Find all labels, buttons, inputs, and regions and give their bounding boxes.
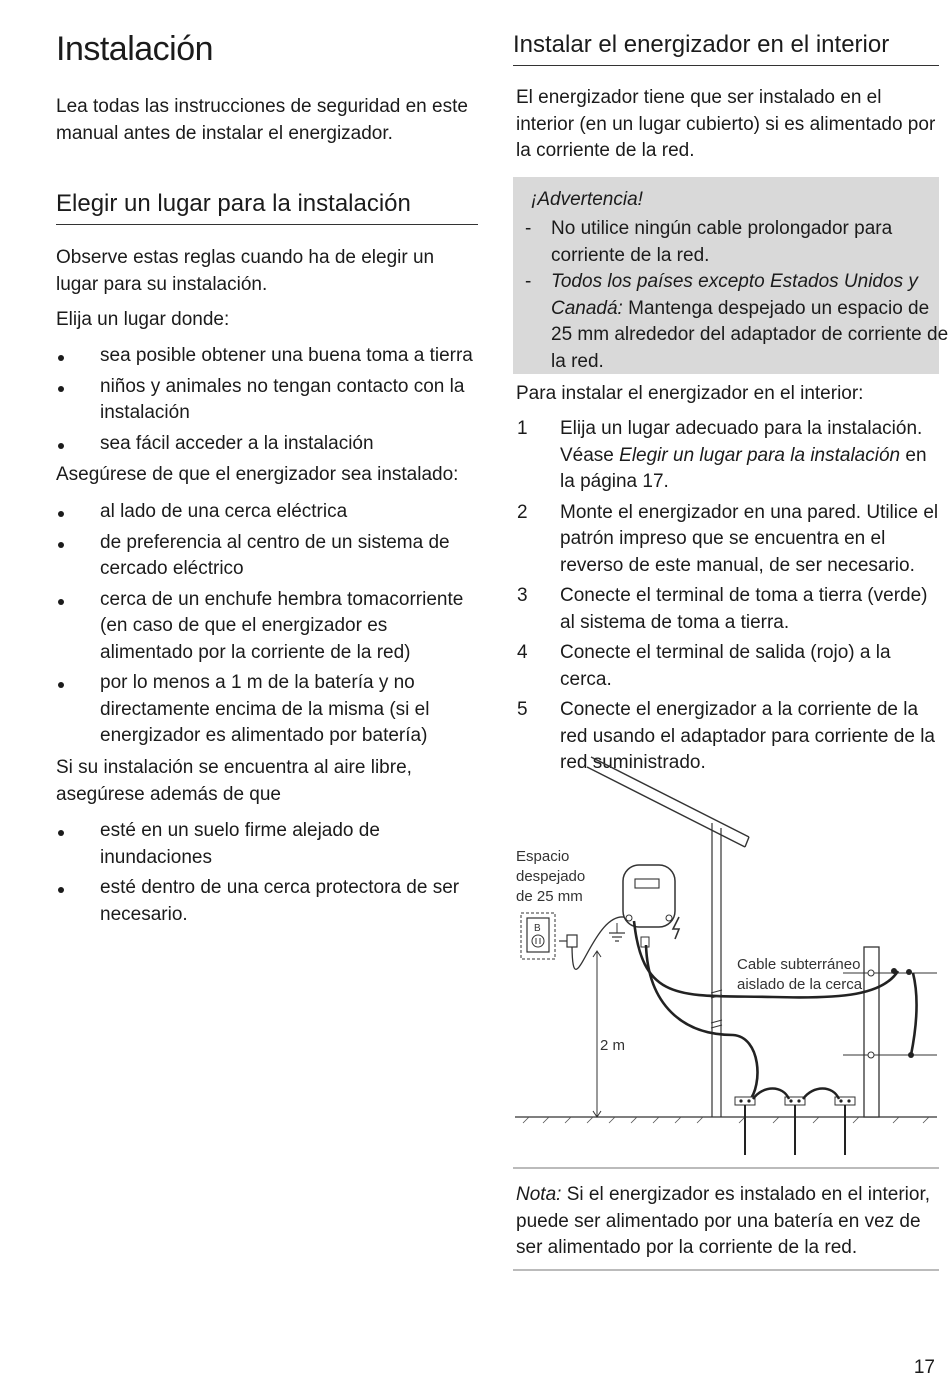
power-adapter-icon — [559, 935, 577, 947]
bullet-icon — [58, 830, 64, 836]
cable-label-1: Cable subterráneo — [737, 956, 861, 973]
svg-text:B: B — [534, 923, 541, 934]
list-item: sea fácil acceder a la instalación — [56, 431, 476, 458]
lightning-icon — [673, 917, 679, 939]
section-heading-location: Elegir un lugar para la instalación — [56, 190, 478, 225]
bullet-icon — [58, 542, 64, 548]
bullet-icon — [58, 682, 64, 688]
bullet-icon — [58, 443, 64, 449]
warning-box — [513, 177, 949, 374]
page-number: 17 — [913, 1357, 935, 1378]
bullet-icon — [58, 511, 64, 517]
building-post-icon — [712, 823, 721, 1117]
outdoor-intro: Si su instalación se encuentra al aire libre, asegúrese además de que — [56, 757, 412, 805]
bullet-icon — [58, 386, 64, 392]
list-item: esté en un suelo firme alejado de inundaciones — [56, 818, 476, 871]
step-item: 3 Conecte el terminal de toma a tierra (verde) al sistema de toma a tierra. — [517, 585, 928, 633]
choose-intro: Elija un lugar donde: — [56, 309, 230, 330]
rules-intro: Observe estas reglas cuando ha de elegir un lugar para su instalación. — [56, 247, 435, 295]
note-box — [513, 1167, 939, 1271]
steps-intro: Para instalar el energizador en el interior: — [516, 383, 864, 404]
bullet-icon — [58, 887, 64, 893]
height-label: 2 m — [600, 1037, 626, 1054]
wall-outlet-icon — [521, 913, 555, 959]
step-item: 1 Elija un lugar adecuado para la instalación. Véase Elegir un lugar para la instalación en la página 17. — [517, 418, 927, 492]
ground-line-icon — [515, 1117, 937, 1123]
note-text: Nota: Si el energizador es instalado en el interior, puede ser alimentado por una batería en vez de ser alimentado por la corriente de la red. — [516, 1184, 931, 1258]
step-item: 5 Conecte el energizador a la corriente de la red usando el adaptador para corriente de la red suministrado. — [517, 699, 935, 773]
list-item: al lado de una cerca eléctrica — [56, 499, 476, 526]
clearance-label-3: de 25 mm — [516, 888, 583, 905]
list-item: niños y animales no tengan contacto con la instalación — [56, 374, 476, 427]
list-item: esté dentro de una cerca protectora de ser necesario. — [56, 875, 476, 928]
ensure-intro: Asegúrese de que el energizador sea instalado: — [56, 464, 459, 485]
warning-title: ¡Advertencia! — [531, 189, 643, 210]
choose-list — [56, 343, 476, 457]
warning-item: - Todos los países excepto Estados Unidos y Canadá: Mantenga despejado un espacio de 25 mm alrededor del adaptador de corriente de la red. — [525, 271, 949, 372]
list-item: sea posible obtener una buena toma a tierra — [56, 343, 476, 370]
bullet-icon — [58, 599, 64, 605]
roof-icon — [587, 757, 749, 847]
outdoor-list — [56, 818, 476, 928]
steps-list — [513, 416, 939, 777]
warning-item: - No utilice ningún cable prolongador para corriente de la red. — [525, 218, 893, 266]
section-heading-indoor: Instalar el energizador en el interior — [513, 31, 939, 66]
clearance-label-1: Espacio — [516, 848, 570, 865]
page-title: Instalación — [56, 30, 214, 68]
clearance-label-2: despejado — [516, 868, 586, 885]
installation-diagram — [513, 755, 939, 1160]
ground-rods-icon — [735, 1089, 855, 1156]
step-item: 4 Conecte el terminal de salida (rojo) a la cerca. — [517, 642, 891, 690]
bullet-icon — [58, 355, 64, 361]
dimension-2m-icon — [593, 951, 601, 1117]
ground-symbol-icon — [609, 923, 625, 941]
adapter-cable-icon — [572, 917, 628, 969]
ensure-list — [56, 499, 476, 750]
step-item: 2 Monte el energizador en una pared. Utilice el patrón impreso que se encuentra en el reverso de este manual, de ser necesario. — [517, 501, 939, 576]
intro-paragraph: Lea todas las instrucciones de seguridad en este manual antes de instalar el energizador. — [56, 96, 468, 144]
list-item: por lo menos a 1 m de la batería y no directamente encima de la misma (si el energizador es alimentado por batería) — [56, 670, 476, 750]
cable-label-2: aislado de la cerca — [737, 976, 863, 993]
list-item: de preferencia al centro de un sistema de cercado eléctrico — [56, 530, 476, 583]
fence-jumper-cable-icon — [911, 973, 916, 1055]
indoor-intro: El energizador tiene que ser instalado en el interior (en un lugar cubierto) si es alimentado por la corriente de la red. — [516, 87, 936, 161]
energizer-icon — [623, 865, 675, 927]
list-item: cerca de un enchufe hembra tomacorriente (en caso de que el energizador es alimentado por la corriente de la red) — [56, 587, 476, 667]
